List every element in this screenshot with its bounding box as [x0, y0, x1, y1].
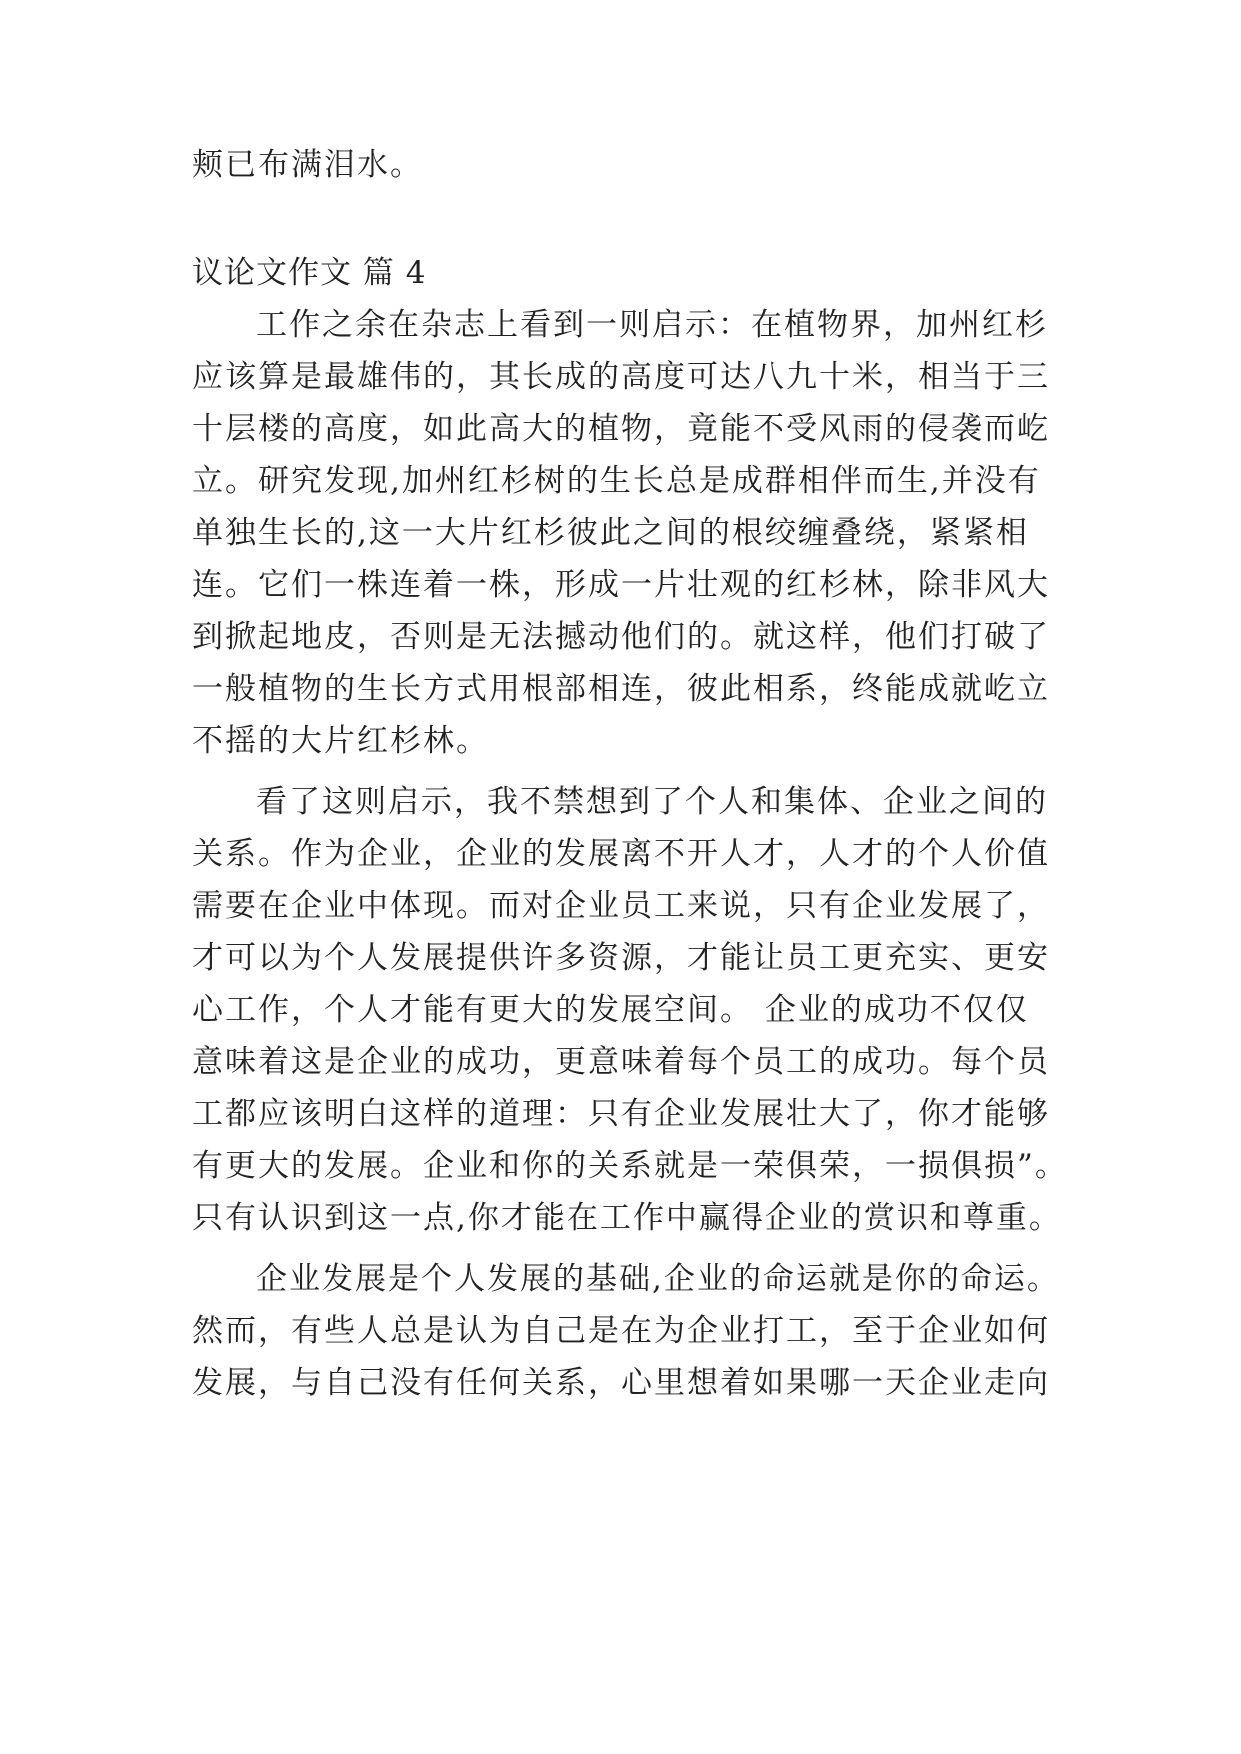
paragraph-line: 看了这则启示，我不禁想到了个人和集体、企业之间的 [256, 784, 1048, 820]
paragraph-line: 意味着这是企业的成功，更意味着每个员工的成功。每个员 [192, 1044, 1050, 1080]
paragraph-line: 工都应该明白这样的道理：只有企业发展壮大了，你才能够 [192, 1096, 1050, 1132]
paragraph-line: 十层楼的高度，如此高大的植物，竟能不受风雨的侵袭而屹 [192, 411, 1050, 447]
paragraph-line: 一般植物的生长方式用根部相连，彼此相系，终能成就屹立 [192, 671, 1050, 707]
paragraph-line: 需要在企业中体现。而对企业员工来说，只有企业发展了， [192, 888, 1050, 924]
paragraph-line: 企业发展是个人发展的基础,企业的命运就是你的命运。 [256, 1261, 1060, 1297]
section-heading: 议论文作文 篇 4 [192, 255, 427, 291]
paragraph-line: 才可以为个人发展提供许多资源，才能让员工更充实、更安 [192, 940, 1050, 976]
paragraph-line: 然而，有些人总是认为自己是在为企业打工，至于企业如何 [192, 1313, 1050, 1349]
paragraph-line: 到掀起地皮，否则是无法撼动他们的。就这样，他们打破了 [192, 619, 1050, 655]
paragraph-line: 单独生长的,这一大片红杉彼此之间的根绞缠叠绕，紧紧相 [192, 515, 1029, 551]
paragraph-line: 不摇的大片红杉林。 [192, 723, 489, 759]
paragraph-line: 只有认识到这一点,你才能在工作中赢得企业的赏识和尊重。 [192, 1200, 1062, 1236]
paragraph-line: 连。它们一株连着一株，形成一片壮观的红杉林，除非风大 [192, 567, 1050, 603]
paragraph-line: 应该算是最雄伟的，其长成的高度可达八九十米，相当于三 [192, 359, 1050, 395]
paragraph-line: 心工作，个人才能有更大的发展空间。 企业的成功不仅仅 [192, 992, 1029, 1028]
paragraph-line: 关系。作为企业，企业的发展离不开人才，人才的个人价值 [192, 836, 1050, 872]
previous-paragraph-ending: 颊已布满泪水。 [192, 147, 423, 183]
paragraph-line: 发展，与自己没有任何关系，心里想着如果哪一天企业走向 [192, 1365, 1050, 1401]
paragraph-line: 立。研究发现,加州红杉树的生长总是成群相伴而生,并没有 [192, 463, 1041, 499]
paragraph-line: 工作之余在杂志上看到一则启示：在植物界，加州红杉 [256, 307, 1048, 343]
paragraph-line: 有更大的发展。企业和你的关系就是一荣俱荣，一损俱损”。 [192, 1148, 1068, 1184]
